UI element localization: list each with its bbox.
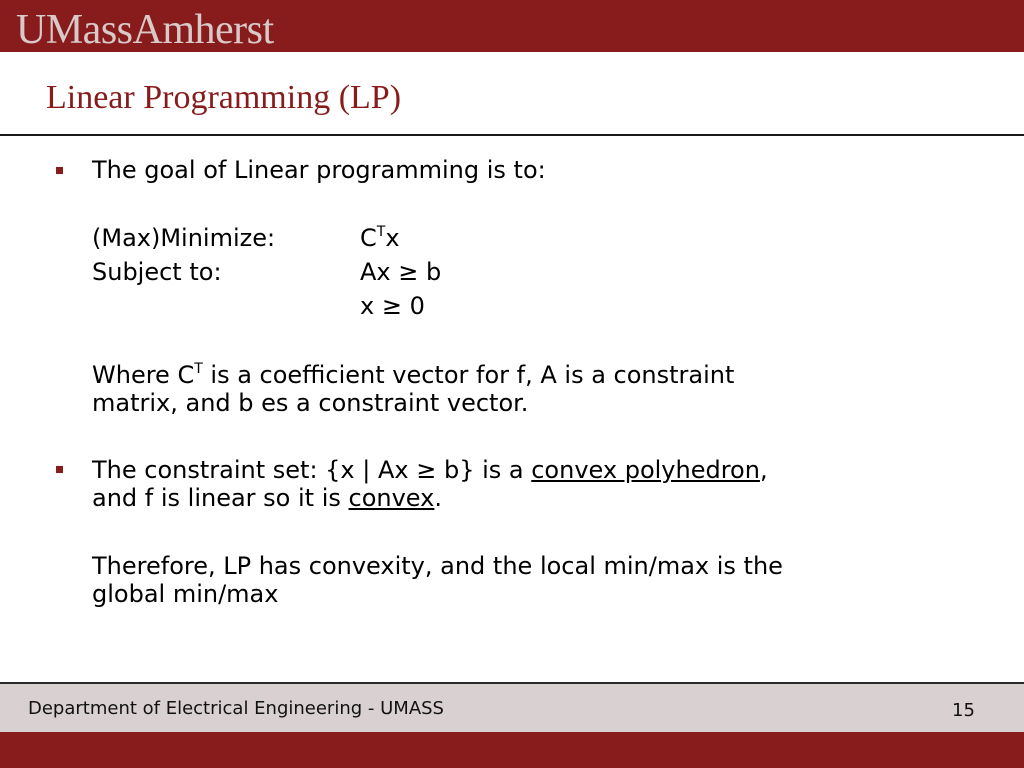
objective-base: C xyxy=(360,224,377,252)
linear-text: and f is linear so it is xyxy=(92,484,349,512)
footer xyxy=(0,684,1024,732)
convex-polyhedron-link[interactable]: convex polyhedron xyxy=(531,456,760,484)
department-name: Department of Electrical Engineering - UMASS xyxy=(28,698,444,719)
umass-logo: UMassAmherst xyxy=(16,7,274,53)
linear-period: . xyxy=(434,484,442,512)
constraint-set-line-2 xyxy=(92,484,442,512)
bullet-text: The goal of Linear programming is to: xyxy=(92,156,546,184)
objective-expression xyxy=(360,224,400,256)
constraint-set-text: The constraint set: {x | Ax ≥ b} is a xyxy=(92,456,532,484)
bullet-square-icon xyxy=(56,167,63,174)
header-bar xyxy=(0,0,1024,52)
title-divider xyxy=(0,134,1024,136)
constraint-1: Ax ≥ b xyxy=(360,258,442,286)
where-line-2: matrix, and b es a constraint vector. xyxy=(92,389,529,417)
slide-title: Linear Programming (LP) xyxy=(46,79,402,116)
objective-superscript: T xyxy=(376,224,386,240)
bottom-bar xyxy=(0,732,1024,768)
therefore-line-2: global min/max xyxy=(92,580,279,608)
objective-label: (Max)Minimize: xyxy=(92,224,276,252)
constraint-set-line-1 xyxy=(92,456,768,484)
constraint-set-comma: , xyxy=(759,456,768,484)
convex-link[interactable]: convex xyxy=(348,484,435,512)
page-number: 15 xyxy=(952,700,975,721)
subject-to-label: Subject to: xyxy=(92,258,222,286)
therefore-line-1: Therefore, LP has convexity, and the local min/max is the xyxy=(92,552,783,580)
where-text-a: Where C xyxy=(92,361,195,389)
where-text-b: is a coefficient vector for f, A is a constraint xyxy=(202,361,735,389)
objective-variable: x xyxy=(385,224,400,252)
constraint-2: x ≥ 0 xyxy=(360,292,425,320)
where-superscript: T xyxy=(194,361,203,377)
bullet-square-icon xyxy=(56,466,63,473)
